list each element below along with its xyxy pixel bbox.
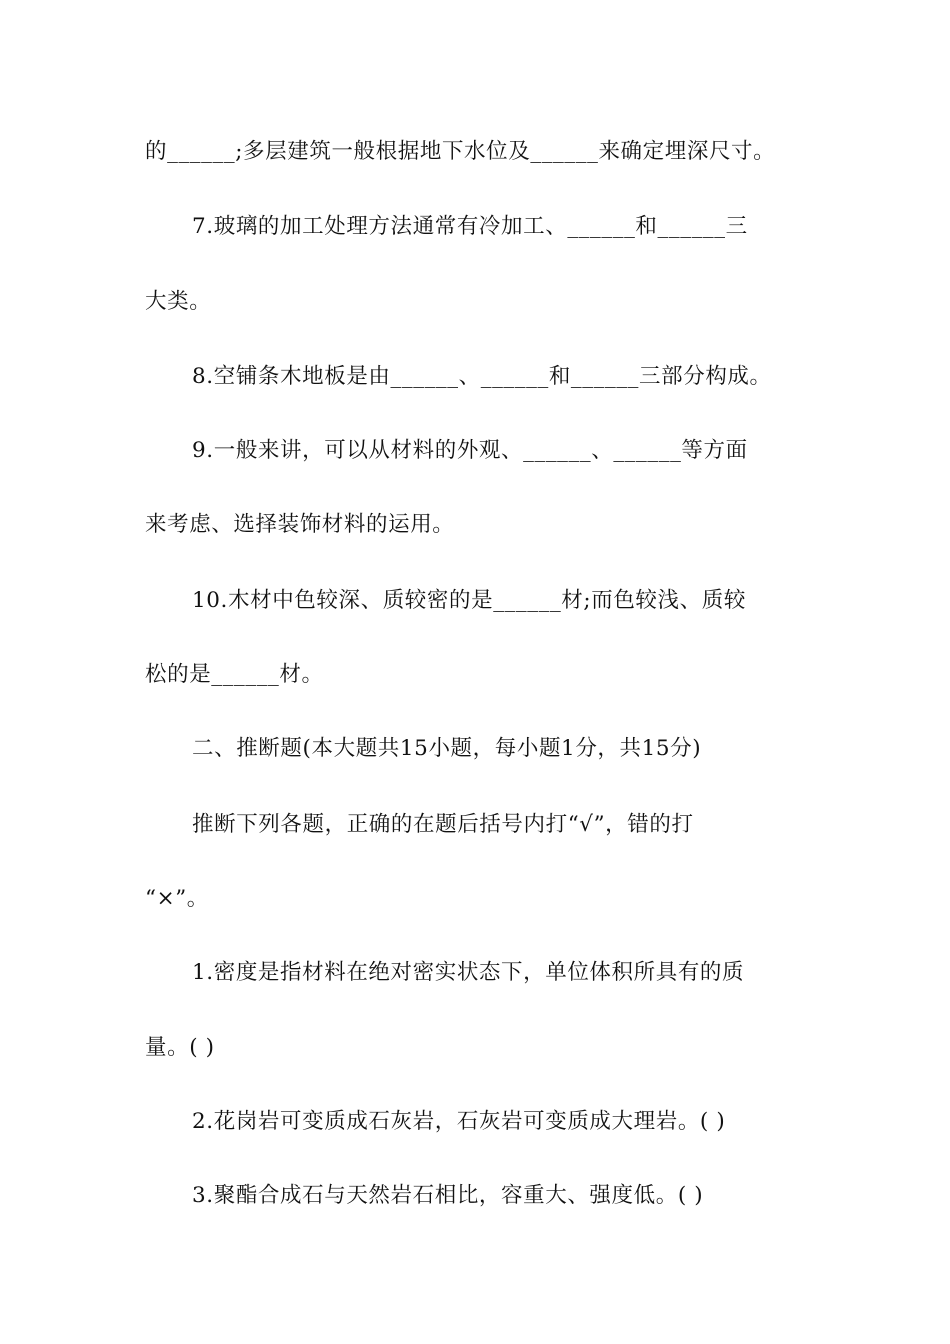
section-heading: 二、推断题(本大题共15小题，每小题1分，共15分) — [192, 736, 702, 761]
text-line: 的______;多层建筑一般根据地下水位及______来确定埋深尺寸。 — [145, 139, 776, 164]
judgment-question-1-line: 1.密度是指材料在绝对密实状态下，单位体积所具有的质 — [192, 960, 745, 985]
question-10-line: 10.木材中色较深、质较密的是______材;而色较浅、质较 — [192, 588, 746, 613]
question-8-line: 8.空铺条木地板是由______、______和______三部分构成。 — [192, 364, 772, 389]
text-line: 松的是______材。 — [145, 662, 324, 687]
judgment-question-3-line: 3.聚酯合成石与天然岩石相比，容重大、强度低。( ) — [192, 1183, 704, 1208]
text-line: 来考虑、选择装饰材料的运用。 — [145, 512, 455, 537]
question-7-line: 7.玻璃的加工处理方法通常有冷加工、______和______三 — [192, 214, 748, 239]
instructions-line: 推断下列各题，正确的在题后括号内打“√”，错的打 — [192, 812, 694, 837]
question-9-line: 9.一般来讲，可以从材料的外观、______、______等方面 — [192, 438, 748, 463]
text-line: 量。( ) — [145, 1035, 215, 1060]
judgment-question-2-line: 2.花岗岩可变质成石灰岩，石灰岩可变质成大理岩。( ) — [192, 1109, 726, 1134]
text-line: 大类。 — [145, 289, 212, 314]
text-line: “×”。 — [145, 886, 209, 911]
